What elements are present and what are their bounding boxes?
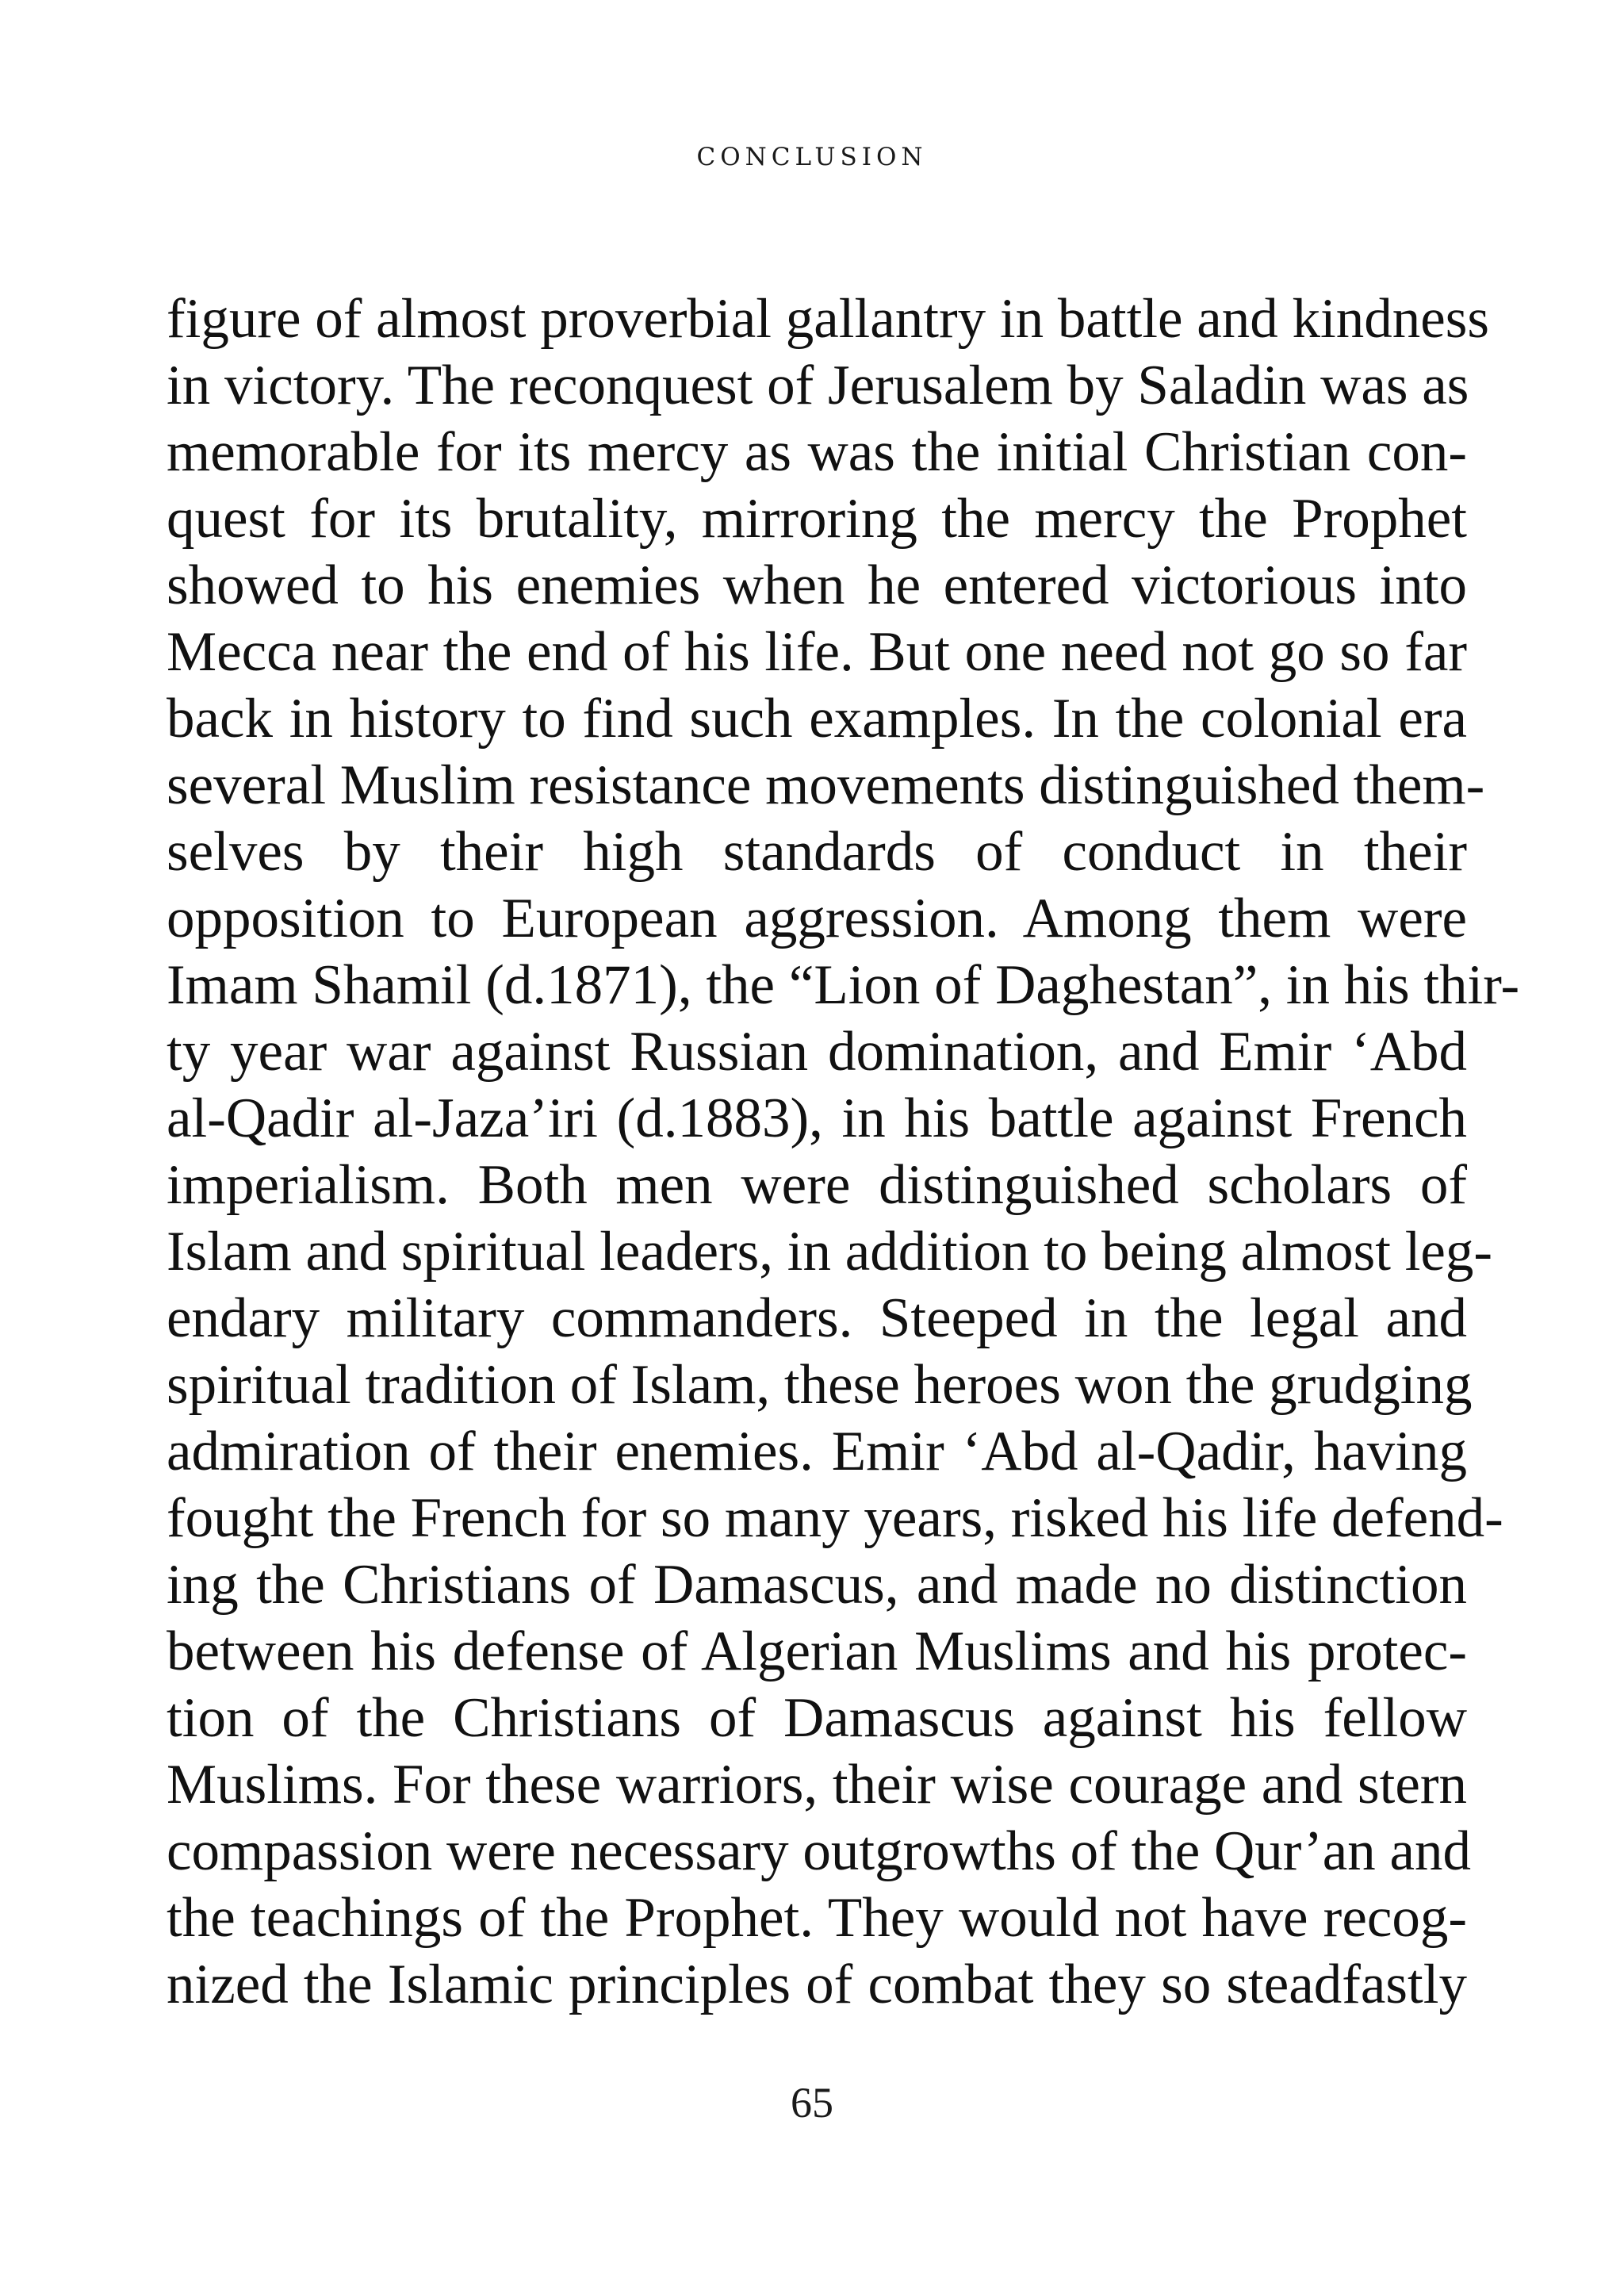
text-line: ing the Christians of Damascus, and made no distinction xyxy=(167,1554,1467,1616)
text-line: in victory. The reconquest of Jerusalem by Saladin was as xyxy=(167,355,1469,416)
running-head: conclusion xyxy=(696,133,928,174)
text-line: Mecca near the end of his life. But one need not go so far xyxy=(167,621,1467,683)
text-line: Islam and spiritual leaders, in addition to being almost leg- xyxy=(167,1221,1493,1283)
text-line: Muslims. For these warriors, their wise courage and stern xyxy=(167,1754,1467,1816)
text-line: spiritual tradition of Islam, these heroes won the grudging xyxy=(167,1354,1473,1416)
text-line: selves by their high standards of conduct in their xyxy=(167,821,1467,883)
text-line: Imam Shamil (d.1871), the “Lion of Daghestan”, in his thir- xyxy=(167,954,1520,1016)
text-line: al-Qadir al-Jaza’iri (d.1883), in his battle against French xyxy=(167,1087,1467,1149)
text-line: endary military commanders. Steeped in the legal and xyxy=(167,1287,1467,1349)
text-line: admiration of their enemies. Emir ‘Abd al-Qadir, having xyxy=(167,1421,1467,1482)
text-line: nized the Islamic principles of combat they so steadfastly xyxy=(167,1954,1467,2015)
text-line: the teachings of the Prophet. They would not have recog- xyxy=(167,1887,1467,1949)
text-line: back in history to find such examples. In the colonial era xyxy=(167,688,1467,750)
text-line: memorable for its mercy as was the initial Christian con- xyxy=(167,421,1467,483)
text-line: between his defense of Algerian Muslims and his protec- xyxy=(167,1620,1467,1682)
text-line: quest for its brutality, mirroring the mercy the Prophet xyxy=(167,488,1467,550)
text-line: opposition to European aggression. Among them were xyxy=(167,888,1467,949)
text-line: showed to his enemies when he entered victorious into xyxy=(167,554,1467,616)
text-line: several Muslim resistance movements distinguished them- xyxy=(167,754,1485,816)
text-line: compassion were necessary outgrowths of the Qur’an and xyxy=(167,1820,1471,1882)
text-line: fought the French for so many years, risked his life defend- xyxy=(167,1487,1503,1549)
text-line: imperialism. Both men were distinguished scholars of xyxy=(167,1154,1467,1216)
text-line: figure of almost proverbial gallantry in battle and kindness xyxy=(167,288,1490,350)
text-line: ty year war against Russian domination, and Emir ‘Abd xyxy=(167,1021,1467,1083)
page-number: 65 xyxy=(791,2079,833,2126)
body-text xyxy=(167,286,1520,2018)
text-line: tion of the Christians of Damascus against his fellow xyxy=(167,1687,1467,1749)
